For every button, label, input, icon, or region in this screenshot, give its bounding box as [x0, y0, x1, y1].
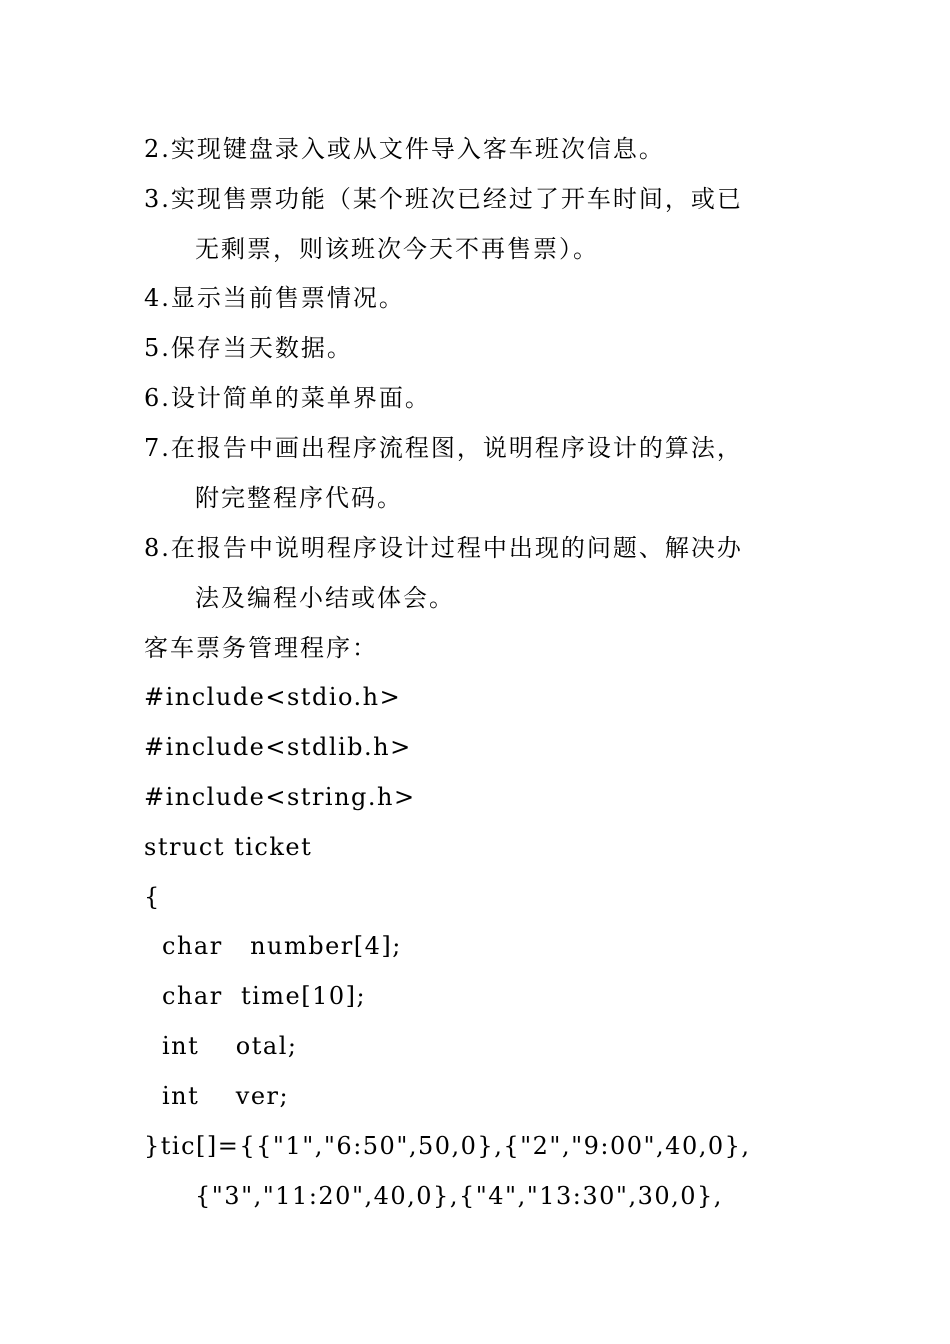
code-include-stdio: #include<stdio.h> [144, 683, 402, 711]
code-open-brace: { [144, 883, 161, 911]
requirement-5: 5.保存当天数据。 [144, 334, 353, 362]
requirement-3-continued: 无剩票，则该班次今天不再售票）。 [195, 235, 599, 263]
code-array-init-continued: {"3","11:20",40,0},{"4","13:30",30,0}, [195, 1182, 723, 1210]
code-field-ver: int ver; [162, 1082, 290, 1110]
code-field-otal: int otal; [162, 1032, 298, 1060]
requirement-8-continued: 法及编程小结或体会。 [195, 584, 455, 612]
requirement-8: 8.在报告中说明程序设计过程中出现的问题、解决办 [144, 534, 743, 562]
requirement-6: 6.设计简单的菜单界面。 [144, 384, 431, 412]
code-field-time: char time[10]; [162, 982, 367, 1010]
code-include-string: #include<string.h> [144, 783, 416, 811]
code-struct-ticket: struct ticket [144, 833, 313, 861]
code-include-stdlib: #include<stdlib.h> [144, 733, 412, 761]
program-heading: 客车票务管理程序： [144, 634, 378, 662]
requirement-2: 2.实现键盘录入或从文件导入客车班次信息。 [144, 135, 665, 163]
requirement-4: 4.显示当前售票情况。 [144, 284, 405, 312]
code-array-init: }tic[]={{"1","6:50",50,0},{"2","9:00",40,0}, [144, 1132, 751, 1160]
code-field-number: char number[4]; [162, 932, 402, 960]
requirement-7: 7.在报告中画出程序流程图，说明程序设计的算法， [144, 434, 743, 462]
requirement-3: 3.实现售票功能（某个班次已经过了开车时间，或已 [144, 185, 743, 213]
requirement-7-continued: 附完整程序代码。 [195, 484, 403, 512]
